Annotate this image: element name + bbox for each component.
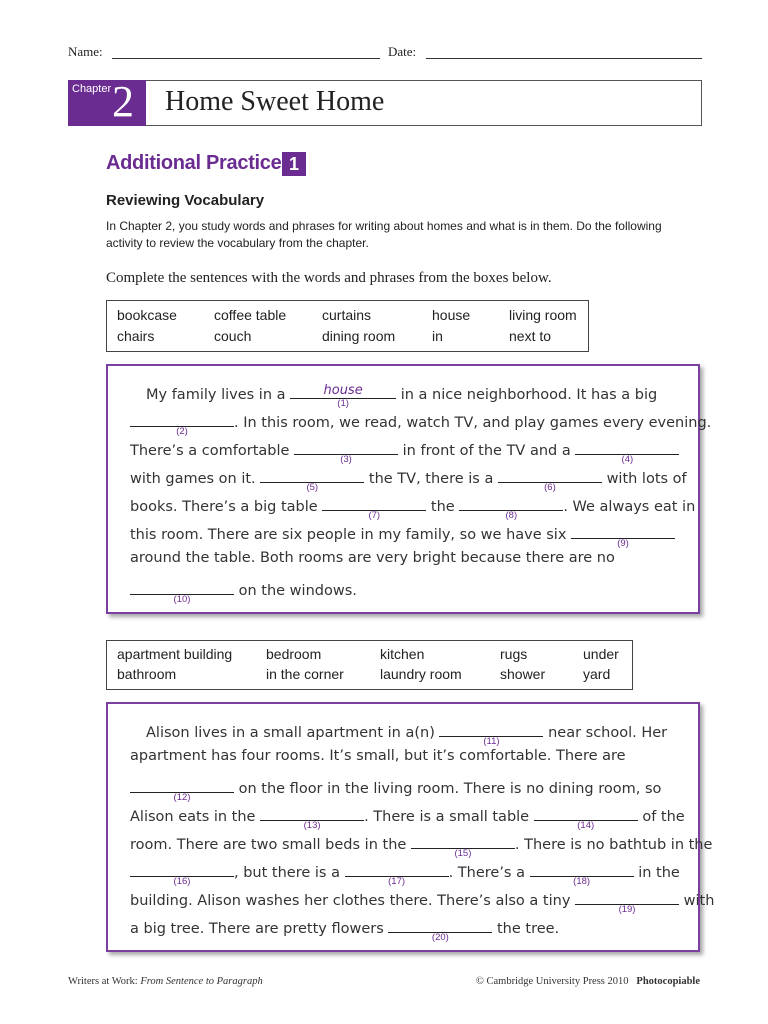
blank-number: (1) <box>337 398 349 409</box>
word-item: bedroom <box>266 646 322 662</box>
word-item: kitchen <box>380 646 425 662</box>
chapter-tab <box>68 77 146 126</box>
blank-number: (2) <box>176 426 188 437</box>
word-item: living room <box>509 307 577 323</box>
word-item: shower <box>500 666 546 682</box>
date-label: Date: <box>388 44 417 59</box>
passage-line: a big tree. There are pretty flowers (20) the tree. <box>130 916 559 937</box>
passage-line: apartment has four rooms. It’s small, but it’s comfortable. There are <box>130 748 626 764</box>
word-item: under <box>583 646 619 662</box>
name-label: Name: <box>68 44 103 59</box>
blank-number: (3) <box>340 454 352 465</box>
chapter-title: Home Sweet Home <box>165 86 385 117</box>
passage-line: building. Alison washes her clothes there. There’s also a tiny (19) with <box>130 888 714 909</box>
word-item: yard <box>583 666 611 682</box>
passage-1 <box>106 364 712 614</box>
blank-number: (13) <box>303 820 321 831</box>
word-item: next to <box>509 328 552 344</box>
section-title: Additional Practice <box>106 152 282 174</box>
chapter-number: 2 <box>112 77 134 126</box>
blank-number: (9) <box>617 538 629 549</box>
passage-line: with games on it. (5) the TV, there is a (6) with lots of <box>130 466 687 487</box>
passage-line: room. There are two small beds in the (15) . There is no bathtub in the <box>130 832 712 853</box>
blank-number: (14) <box>577 820 595 831</box>
blank-2[interactable] <box>130 410 234 437</box>
blank-number: (8) <box>505 510 518 521</box>
blank-number: (17) <box>388 876 406 887</box>
word-item: house <box>432 307 471 323</box>
blank-number: (15) <box>454 848 472 859</box>
blank-7[interactable] <box>322 494 426 521</box>
word-item: couch <box>214 328 252 344</box>
photocopiable-label: Photocopiable <box>636 976 700 987</box>
blank-19[interactable] <box>575 888 679 915</box>
passage-line: My family lives in a house (1) in a nice neighborhood. It has a big <box>146 383 658 409</box>
word-item: curtains <box>322 307 372 323</box>
blank-15[interactable] <box>411 832 515 859</box>
blank-number: (16) <box>173 876 191 887</box>
blank-10[interactable] <box>130 578 234 605</box>
date-field[interactable] <box>426 58 702 59</box>
footer-source: Writers at Work: From Sentence to Paragraph <box>68 976 263 987</box>
name-date-row <box>68 44 702 62</box>
word-item: in the corner <box>266 666 344 682</box>
passage-line: books. There’s a big table (7) the (8) . We always eat in <box>130 494 695 515</box>
name-field[interactable] <box>112 58 380 59</box>
word-item: apartment building <box>117 646 233 662</box>
word-box-1 <box>106 300 589 352</box>
blank-16[interactable] <box>130 860 234 887</box>
footer-copyright: © Cambridge University Press 2010 Photocopiable <box>475 976 700 987</box>
blank-number: (6) <box>544 482 556 493</box>
word-item: rugs <box>500 646 528 662</box>
blank-8[interactable] <box>459 494 563 521</box>
passage-line: this room. There are six people in my family, so we have six (9) <box>130 522 675 543</box>
blank-number: (4) <box>621 454 634 465</box>
blank-number: (12) <box>173 792 191 803</box>
blank-4[interactable] <box>575 438 679 465</box>
blank-11[interactable] <box>439 720 543 747</box>
blank-number: (11) <box>483 736 500 747</box>
passage-line: (2) . In this room, we read, watch TV, and play games every evening. <box>130 410 711 431</box>
passage-line: Alison lives in a small apartment in a(n) (11) near school. Her <box>146 720 667 741</box>
blank-number: (19) <box>618 904 636 915</box>
word-item: dining room <box>322 328 396 344</box>
blank-17[interactable] <box>345 860 449 887</box>
blank-number: (5) <box>306 482 319 493</box>
blank-5[interactable] <box>260 466 364 493</box>
blank-14[interactable] <box>534 804 638 831</box>
blank-13[interactable] <box>260 804 364 831</box>
section-badge: 1 <box>282 152 306 176</box>
word-item: laundry room <box>380 666 462 682</box>
word-item: coffee table <box>214 307 287 323</box>
passage-line: Alison eats in the (13) . There is a small table (14) of the <box>130 804 685 825</box>
blank-9[interactable] <box>571 522 675 549</box>
word-item: bathroom <box>117 666 177 682</box>
word-item: in <box>432 328 443 344</box>
word-item: bookcase <box>117 307 177 323</box>
word-item: chairs <box>117 328 155 344</box>
instruction-text: Complete the sentences with the words and phrases from the boxes below. <box>106 270 552 286</box>
blank-number: (20) <box>431 932 449 943</box>
blank-1[interactable] <box>290 382 396 409</box>
blank-3[interactable] <box>294 438 398 465</box>
chapter-word: Chapter <box>72 83 112 95</box>
blank-number: (7) <box>368 510 381 521</box>
answer-text: house <box>323 383 363 398</box>
blank-number: (18) <box>573 876 591 887</box>
section-subtitle: Reviewing Vocabulary <box>106 192 265 209</box>
blank-number: (10) <box>173 594 191 605</box>
blank-12[interactable] <box>130 776 234 803</box>
blank-6[interactable] <box>498 466 602 493</box>
passage-line: (10) on the windows. <box>130 578 357 599</box>
book-title: From Sentence to Paragraph <box>140 976 263 987</box>
passage-2 <box>106 702 715 952</box>
passage-line: There’s a comfortable (3) in front of the TV and a (4) <box>130 438 679 459</box>
passage-line: around the table. Both rooms are very bright because there are no <box>130 550 615 566</box>
passage-line: (12) on the floor in the living room. There is no dining room, so <box>130 776 661 797</box>
intro-text: In Chapter 2, you study words and phrases for writing about homes and what is in them. Do the following activity to review the vocabulary from the chapter. <box>106 219 662 250</box>
word-box-2 <box>106 640 633 690</box>
chapter-banner <box>68 77 702 126</box>
blank-20[interactable] <box>388 916 492 943</box>
passage-line: (16) , but there is a (17) . There’s a (18) in the <box>130 860 680 881</box>
blank-18[interactable] <box>530 860 634 887</box>
